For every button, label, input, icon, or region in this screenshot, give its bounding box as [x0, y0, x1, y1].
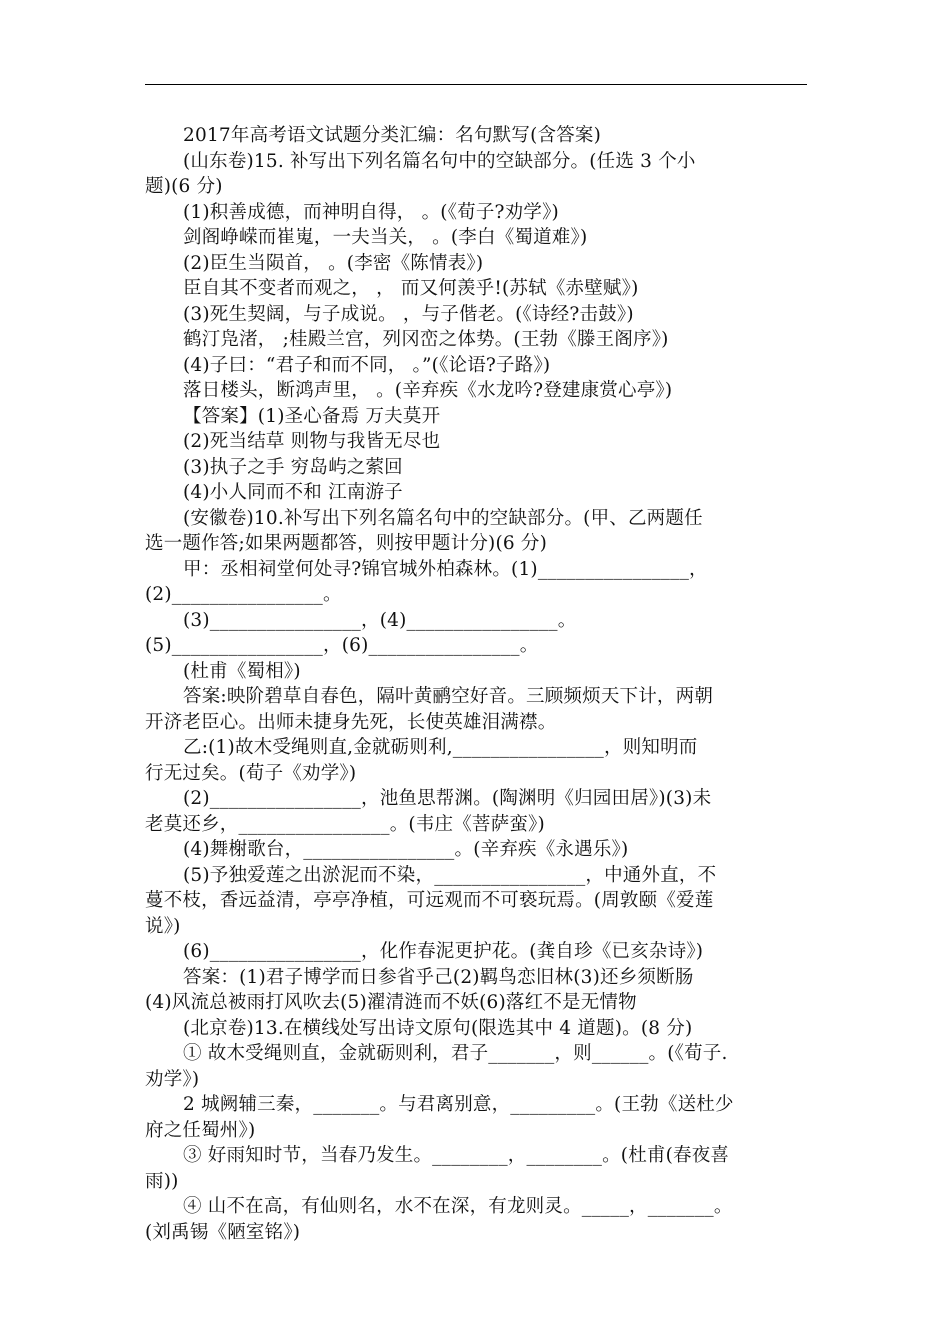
- text-line: (4)舞榭歌台，________________。(辛弃疾《永遇乐》): [183, 839, 629, 860]
- text-line: (北京卷)13.在横线处写出诗文原句(限选其中 4 道题)。(8 分): [183, 1017, 693, 1039]
- text-line: (刘禹锡《陋室铭》): [145, 1221, 301, 1243]
- text-line: 蔓不枝，香远益清，亭亭净植，可远观而不可亵玩焉。(周敦颐《爱莲: [145, 890, 714, 911]
- document-body: [145, 123, 810, 1245]
- text-line: (3)死生契阔，与子成说。 ，与子偕老。(《诗经?击鼓》): [183, 303, 634, 325]
- text-line: (杜甫《蜀相》): [183, 660, 301, 682]
- text-line: (2)________________，池鱼思帮渊。(陶渊明《归园田居》)(3)未: [183, 788, 712, 809]
- header-rule: [145, 84, 807, 85]
- text-line: (山东卷)15. 补写出下列名篇名句中的空缺部分。(任选 3 个小: [183, 150, 696, 172]
- text-line: 剑阁峥嵘而崔嵬，一夫当关， 。(李白《蜀道难》): [183, 227, 588, 248]
- text-line: 落日楼头，断鸿声里， 。(辛弃疾《水龙吟?登建康赏心亭》): [183, 380, 673, 401]
- text-line: 雨)): [145, 1170, 179, 1192]
- text-line: (2)________________。: [145, 584, 342, 605]
- text-line: 说》): [145, 915, 181, 937]
- text-line: 鹤汀凫渚， ;桂殿兰宫，列冈峦之体势。(王勃《滕王阁序》): [183, 329, 669, 350]
- text-line: (6)________________，化作春泥更护花。(龚自珍《已亥杂诗》): [183, 941, 704, 962]
- text-line: 选一题作答;如果两题都答，则按甲题计分)(6 分): [145, 533, 548, 554]
- text-line: ④ 山不在高，有仙则名，水不在深，有龙则灵。_____，_______。: [183, 1196, 733, 1217]
- text-line: (5)予独爱莲之出淤泥而不染，________________，中通外直，不: [183, 864, 717, 886]
- text-line: 答案：(1)君子博学而日参省乎己(2)羁鸟恋旧林(3)还乡须断肠: [183, 966, 694, 988]
- text-line: 甲：丞相祠堂何处寻?锦官城外柏森林。(1)________________，: [183, 558, 708, 580]
- text-line: 臣自其不变者而观之， ， 而又何羡乎!(苏轼《赤壁赋》): [183, 278, 639, 299]
- text-line: (安徽卷)10.补写出下列名篇名句中的空缺部分。(甲、乙两题任: [183, 507, 703, 529]
- text-line: (3)________________，(4)________________。: [183, 609, 577, 631]
- text-line: ① 故木受绳则直，金就砺则利，君子_______，则______。(《荀子.: [183, 1043, 728, 1064]
- text-line: 府之任蜀州》): [145, 1119, 256, 1141]
- text-line: 2017年高考语文试题分类汇编：名句默写(含答案): [183, 125, 602, 146]
- text-line: (3)执子之手 穷岛屿之萦回: [183, 456, 403, 478]
- text-line: (5)________________，(6)________________。: [145, 635, 539, 656]
- text-line: 劝学》): [145, 1068, 200, 1090]
- text-line: (4)子曰：“君子和而不同， 。”(《论语?子路》): [183, 354, 551, 376]
- text-line: ③ 好雨知时节，当春乃发生。________，________。(杜甫(春夜喜: [183, 1145, 730, 1166]
- text-line: 老莫还乡，________________。(韦庄《菩萨蛮》): [145, 813, 545, 835]
- text-line: (4)风流总被雨打风吹去(5)濯清涟而不妖(6)落红不是无情物: [145, 992, 637, 1013]
- text-line: 行无过矣。(荀子《劝学》): [145, 762, 357, 784]
- text-line: 【答案】(1)圣心备焉 万夫莫开: [183, 405, 441, 427]
- text-line: (2)死当结草 则物与我皆无尽也: [183, 431, 441, 452]
- text-line: 2 城阙辅三秦，_______。与君离别意，_________。(王勃《送杜少: [183, 1094, 734, 1115]
- text-line: 乙:(1)故木受绳则直,金就砺则利,________________，则知明而: [183, 737, 698, 758]
- text-line: (1)积善成德，而神明自得， 。(《荀子?劝学》): [183, 201, 559, 223]
- text-line: 开济老臣心。出师未捷身先死，长使英雄泪满襟。: [145, 711, 557, 733]
- text-line: 答案:映阶碧草自春色，隔叶黄鹂空好音。三顾频烦天下计，两朝: [183, 686, 714, 707]
- text-line: (2)臣生当陨首， 。(李密《陈情表》): [183, 252, 484, 274]
- text-line: 题)(6 分): [145, 176, 223, 197]
- text-line: (4)小人同而不和 江南游子: [183, 482, 403, 503]
